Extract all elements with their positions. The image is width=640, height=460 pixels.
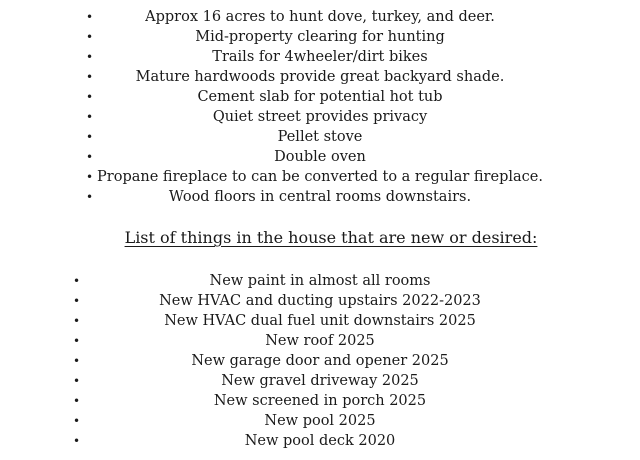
list-item	[0, 291, 640, 311]
list-item-text: Cement slab for potential hot tub	[197, 89, 443, 105]
list-item-text: New HVAC and ducting upstairs 2022-2023	[159, 293, 481, 309]
list-item	[0, 391, 640, 411]
features-list	[0, 7, 640, 207]
bullet-icon: •	[73, 274, 81, 288]
list-item-text: Pellet stove	[277, 129, 363, 145]
list-item	[0, 47, 640, 67]
list-item-text: Quiet street provides privacy	[212, 109, 428, 125]
section-heading	[0, 227, 640, 249]
list-item-text: New gravel driveway 2025	[221, 373, 419, 389]
list-item	[0, 127, 640, 147]
bullet-icon: •	[86, 50, 94, 64]
bullet-icon: •	[86, 10, 94, 24]
list-item-text: New pool 2025	[264, 413, 376, 429]
list-item	[0, 167, 640, 187]
bullet-icon: •	[73, 434, 81, 448]
list-item-text: New HVAC dual fuel unit downstairs 2025	[164, 313, 476, 329]
list-item-text: New paint in almost all rooms	[209, 273, 431, 289]
list-item	[0, 411, 640, 431]
list-item-text: Wood floors in central rooms downstairs.	[168, 189, 472, 205]
list-item	[0, 331, 640, 351]
bullet-icon: •	[73, 354, 81, 368]
list-item-text: New screened in porch 2025	[213, 393, 427, 409]
list-item-text: Mid-property clearing for hunting	[195, 29, 445, 45]
bullet-icon: •	[73, 334, 81, 348]
list-item	[0, 147, 640, 167]
list-item	[0, 271, 640, 291]
bullet-icon: •	[86, 130, 94, 144]
bullet-icon: •	[73, 294, 81, 308]
list-item	[0, 187, 640, 207]
list-item	[0, 87, 640, 107]
list-item-text: Propane fireplace to can be converted to a regular fireplace.	[97, 169, 543, 185]
bullet-icon: •	[73, 314, 81, 328]
list-item	[0, 431, 640, 451]
list-item-text: New garage door and opener 2025	[191, 353, 449, 369]
new-items-list	[0, 271, 640, 451]
bullet-icon: •	[86, 170, 94, 184]
bullet-icon: •	[86, 190, 94, 204]
bullet-icon: •	[73, 414, 81, 428]
bullet-icon: •	[73, 374, 81, 388]
list-item	[0, 7, 640, 27]
bullet-icon: •	[73, 394, 81, 408]
section-heading-text: List of things in the house that are new or desired:	[124, 228, 538, 247]
bullet-icon: •	[86, 90, 94, 104]
list-item	[0, 351, 640, 371]
list-item	[0, 311, 640, 331]
list-item	[0, 67, 640, 87]
list-item-text: New roof 2025	[265, 333, 375, 349]
bullet-icon: •	[86, 70, 94, 84]
list-item	[0, 107, 640, 127]
list-item-text: Double oven	[274, 149, 366, 165]
list-item-text: Mature hardwoods provide great backyard shade.	[135, 69, 505, 85]
list-item	[0, 27, 640, 47]
bullet-icon: •	[86, 150, 94, 164]
list-item-text: Trails for 4wheeler/dirt bikes	[212, 49, 428, 65]
list-item-text: Approx 16 acres to hunt dove, turkey, and deer.	[145, 9, 495, 25]
bullet-icon: •	[86, 30, 94, 44]
list-item	[0, 371, 640, 391]
list-item-text: New pool deck 2020	[244, 433, 396, 449]
bullet-icon: •	[86, 110, 94, 124]
